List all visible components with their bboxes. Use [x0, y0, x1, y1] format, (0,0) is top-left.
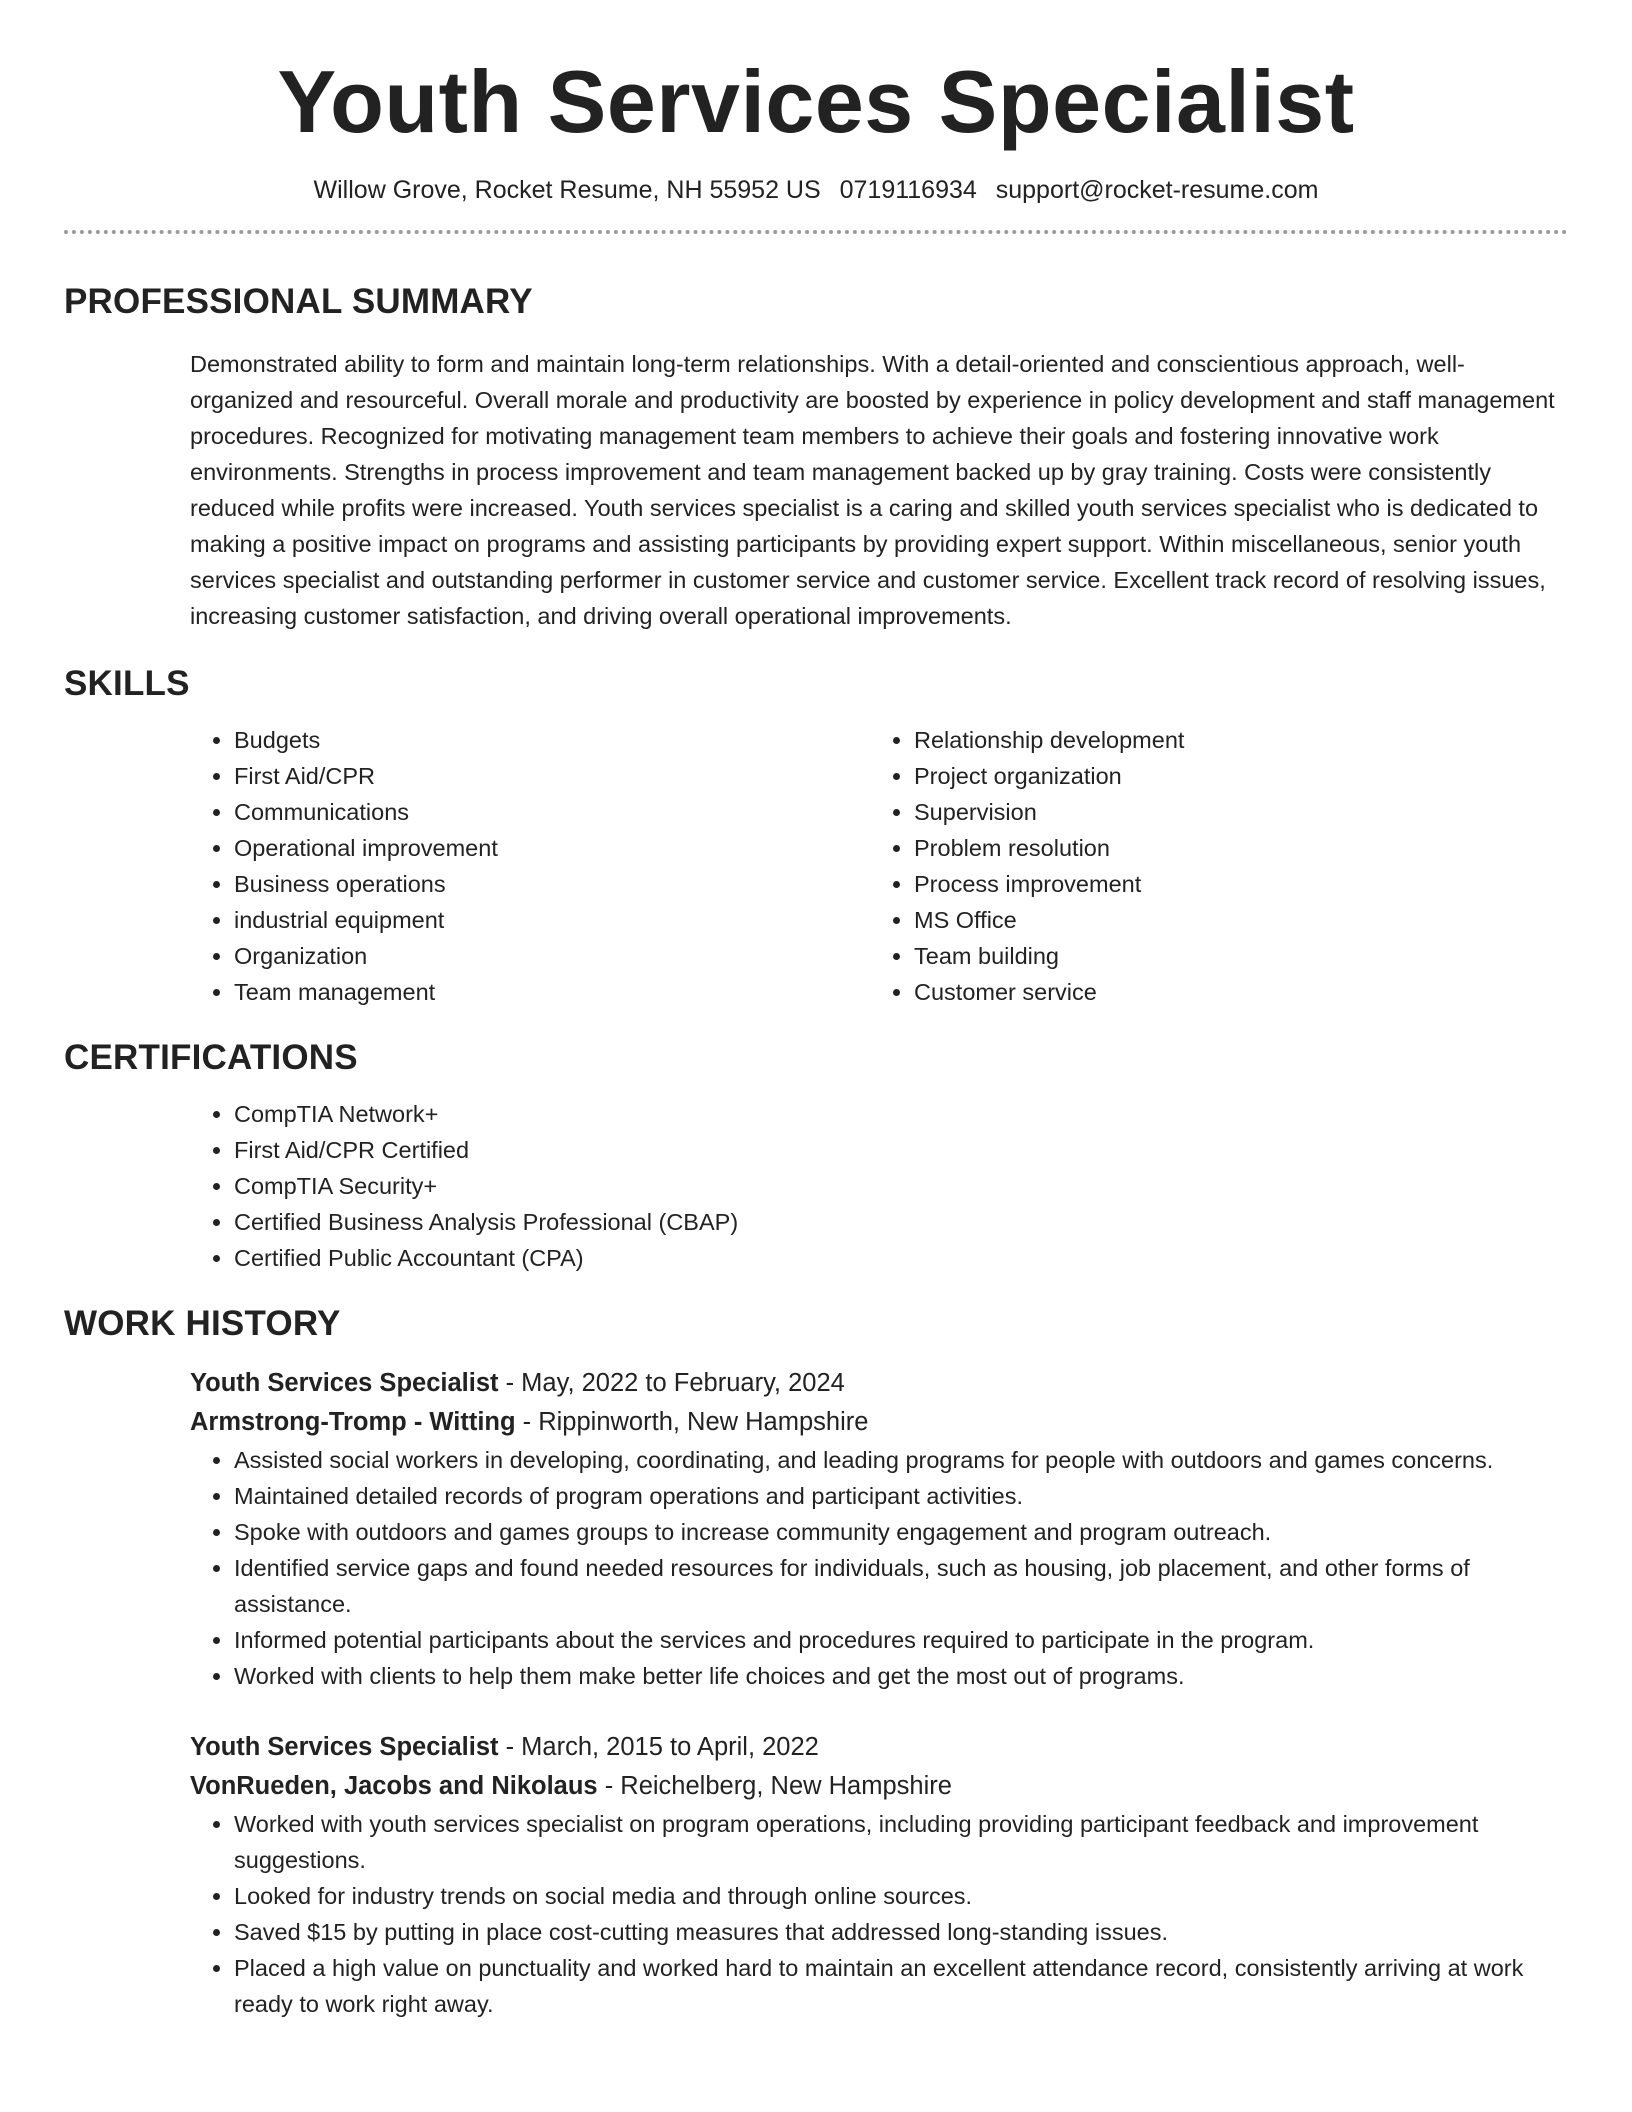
job-dates: - March, 2015 to April, 2022 — [498, 1733, 819, 1761]
job-location: - Reichelberg, New Hampshire — [597, 1772, 952, 1800]
skill-item: • Supervision — [914, 794, 1550, 830]
skill-item: • Relationship development — [914, 722, 1550, 758]
skills-column-right — [870, 722, 1550, 1010]
job-title: Youth Services Specialist — [190, 1369, 499, 1397]
contact-line — [64, 174, 1568, 206]
job-bullet: • Looked for industry trends on social media and through online sources. — [234, 1878, 1568, 1914]
job-bullet: • Worked with clients to help them make better life choices and get the most out of programs. — [234, 1658, 1568, 1694]
work-history-heading: WORK HISTORY — [64, 1304, 341, 1343]
job-bullet: • Saved $15 by putting in place cost-cutting measures that addressed long-standing issues. — [234, 1914, 1568, 1950]
header-divider — [64, 230, 1568, 234]
summary-body — [190, 346, 1568, 634]
job-bullet: • Informed potential participants about the services and procedures required to participate in the program. — [234, 1622, 1568, 1658]
skill-item: • Project organization — [914, 758, 1550, 794]
work-history-section — [64, 1302, 1568, 2022]
skills-heading: SKILLS — [64, 664, 190, 703]
certification-item: • Certified Business Analysis Professional (CBAP) — [234, 1204, 1568, 1240]
skills-section — [64, 662, 1568, 1010]
skill-item: • Customer service — [914, 974, 1550, 1010]
skill-item: • Communications — [234, 794, 870, 830]
skill-item: • MS Office — [914, 902, 1550, 938]
job-company: Armstrong-Tromp - Witting — [190, 1408, 516, 1436]
skills-grid — [190, 722, 1568, 1010]
skill-item: • Process improvement — [914, 866, 1550, 902]
job-title-line — [190, 1728, 1568, 1767]
work-history-body — [190, 1364, 1568, 2022]
contact-phone: 0719116934 — [839, 176, 977, 204]
job-title: Youth Services Specialist — [190, 1733, 499, 1761]
job-bullet: • Maintained detailed records of program operations and participant activities. — [234, 1478, 1568, 1514]
job-company-line — [190, 1767, 1568, 1806]
certifications-body — [190, 1096, 1568, 1276]
job-bullet: • Assisted social workers in developing, coordinating, and leading programs for people with outdoors and games concerns. — [234, 1442, 1568, 1478]
job-entry — [190, 1364, 1568, 1694]
job-bullets — [190, 1806, 1568, 2022]
job-dates: - May, 2022 to February, 2024 — [498, 1369, 845, 1397]
skill-item: • Organization — [234, 938, 870, 974]
certifications-heading: CERTIFICATIONS — [64, 1038, 358, 1077]
job-bullet: • Identified service gaps and found needed resources for individuals, such as housing, job placement, and other forms of assistance. — [234, 1550, 1568, 1622]
skill-item: • Business operations — [234, 866, 870, 902]
summary-section — [64, 280, 1568, 634]
certifications-section — [64, 1036, 1568, 1276]
certification-item: • CompTIA Security+ — [234, 1168, 1568, 1204]
job-title-line — [190, 1364, 1568, 1403]
contact-address: Willow Grove, Rocket Resume, NH 55952 US — [313, 176, 821, 204]
skills-column-left — [190, 722, 870, 1010]
summary-heading: PROFESSIONAL SUMMARY — [64, 282, 533, 321]
job-bullet: • Placed a high value on punctuality and worked hard to maintain an excellent attendance record, consistently arriving at work ready to work right away. — [234, 1950, 1568, 2022]
job-bullet: • Spoke with outdoors and games groups to increase community engagement and program outreach. — [234, 1514, 1568, 1550]
job-company-line — [190, 1403, 1568, 1442]
certification-item: • Certified Public Accountant (CPA) — [234, 1240, 1568, 1276]
skill-item: • Problem resolution — [914, 830, 1550, 866]
skill-item: • Operational improvement — [234, 830, 870, 866]
job-company: VonRueden, Jacobs and Nikolaus — [190, 1772, 598, 1800]
certification-item: • First Aid/CPR Certified — [234, 1132, 1568, 1168]
skill-item: • industrial equipment — [234, 902, 870, 938]
certification-item: • CompTIA Network+ — [234, 1096, 1568, 1132]
skill-item: • First Aid/CPR — [234, 758, 870, 794]
job-location: - Rippinworth, New Hampshire — [515, 1408, 869, 1436]
job-bullets — [190, 1442, 1568, 1694]
job-entry — [190, 1728, 1568, 2022]
summary-text: Demonstrated ability to form and maintain long-term relationships. With a detail-oriented and conscientious approach, well-organized and resourceful. Overall morale and productivity are boosted by experience in policy development and staff management procedures. Recognized for motivating management team members to achieve their goals and fostering innovative work environments. Strengths in process improvement and team management backed up by gray training. Costs were consistently reduced while profits were increased. Youth services specialist is a caring and skilled youth services specialist who is dedicated to making a positive impact on programs and assisting participants by providing expert support. Within miscellaneous, senior youth services specialist and outstanding performer in customer service and customer service. Excellent track record of resolving issues, increasing customer satisfaction, and driving overall operational improvements. — [190, 351, 1555, 629]
contact-email: support@rocket-resume.com — [995, 176, 1319, 204]
resume-name: Youth Services Specialist — [277, 52, 1355, 151]
skill-item: • Budgets — [234, 722, 870, 758]
skill-item: • Team management — [234, 974, 870, 1010]
job-bullet: • Worked with youth services specialist on program operations, including providing participant feedback and improvement suggestions. — [234, 1806, 1568, 1878]
skill-item: • Team building — [914, 938, 1550, 974]
